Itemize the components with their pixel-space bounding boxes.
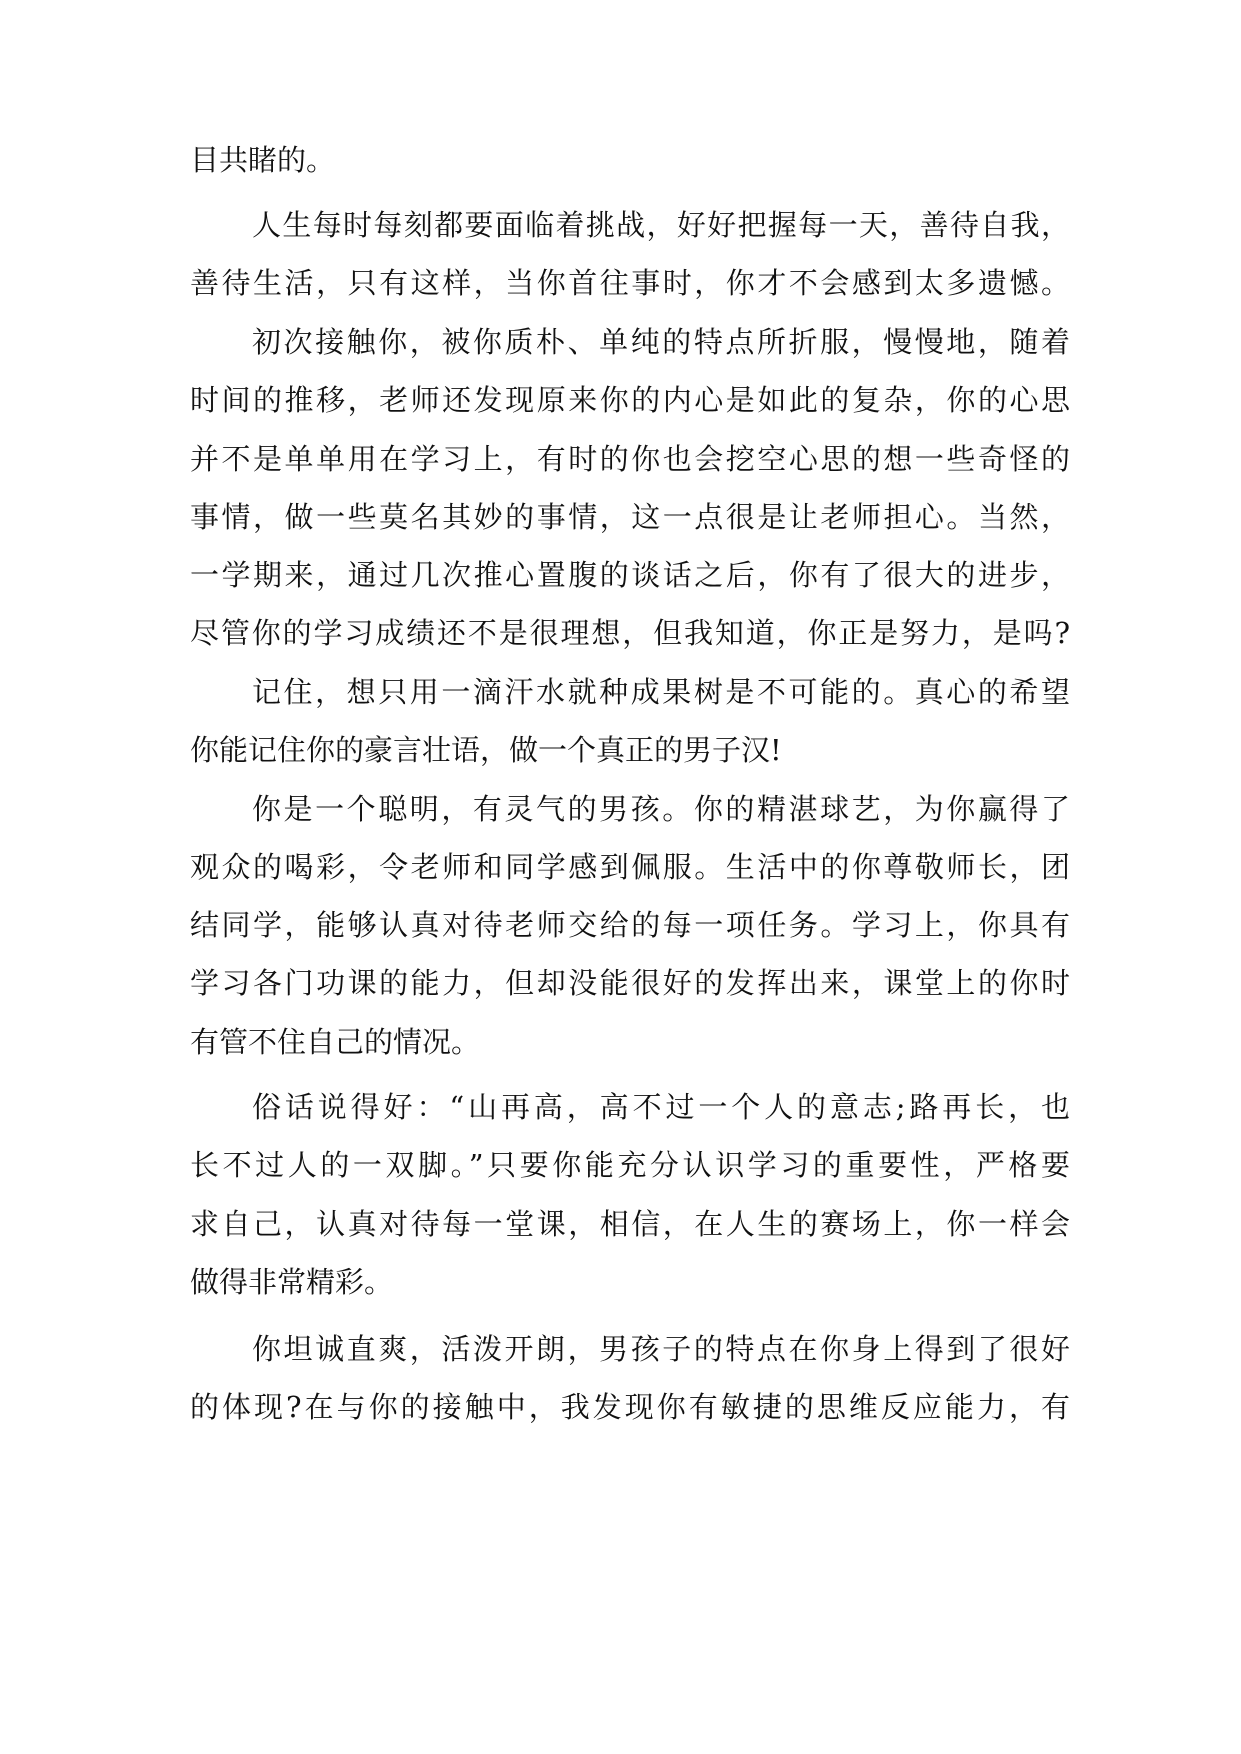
text-line: 求自己，认真对待每一堂课，相信，在人生的赛场上，你一样会: [190, 1207, 1070, 1241]
text-line: 结同学，能够认真对待老师交给的每一项任务。学习上，你具有: [190, 908, 1070, 942]
text-line: 学习各门功课的能力，但却没能很好的发挥出来，课堂上的你时: [190, 966, 1070, 1000]
text-line: 并不是单单用在学习上，有时的你也会挖空心思的想一些奇怪的: [190, 442, 1070, 476]
text-line: 事情，做一些莫名其妙的事情，这一点很是让老师担心。当然，: [190, 500, 1070, 534]
text-line: 人生每时每刻都要面临着挑战，好好把握每一天，善待自我，: [252, 208, 1070, 242]
text-line: 俗话说得好：“山再高，高不过一个人的意志;路再长，也: [252, 1090, 1070, 1124]
text-line: 做得非常精彩。: [190, 1265, 394, 1299]
text-line: 目共睹的。: [190, 143, 336, 177]
text-line: 你是一个聪明，有灵气的男孩。你的精湛球艺，为你赢得了: [252, 792, 1070, 826]
text-line: 时间的推移，老师还发现原来你的内心是如此的复杂，你的心思: [190, 383, 1070, 417]
text-line: 初次接触你，被你质朴、单纯的特点所折服，慢慢地，随着: [252, 325, 1070, 359]
text-line: 尽管你的学习成绩还不是很理想，但我知道，你正是努力，是吗?: [190, 616, 1070, 650]
text-line: 你能记住你的豪言壮语，做一个真正的男子汉!: [190, 733, 782, 767]
text-line: 的体现?在与你的接触中，我发现你有敏捷的思维反应能力，有: [190, 1390, 1070, 1424]
text-line: 一学期来，通过几次推心置腹的谈话之后，你有了很大的进步，: [190, 558, 1070, 592]
text-line: 记住，想只用一滴汗水就种成果树是不可能的。真心的希望: [252, 675, 1070, 709]
text-line: 有管不住自己的情况。: [190, 1025, 481, 1059]
text-line: 你坦诚直爽，活泼开朗，男孩子的特点在你身上得到了很好: [252, 1332, 1070, 1366]
text-line: 长不过人的一双脚。”只要你能充分认识学习的重要性，严格要: [190, 1148, 1070, 1182]
text-line: 观众的喝彩，令老师和同学感到佩服。生活中的你尊敬师长，团: [190, 850, 1070, 884]
text-line: 善待生活，只有这样，当你首往事时，你才不会感到太多遗憾。: [190, 266, 1070, 300]
